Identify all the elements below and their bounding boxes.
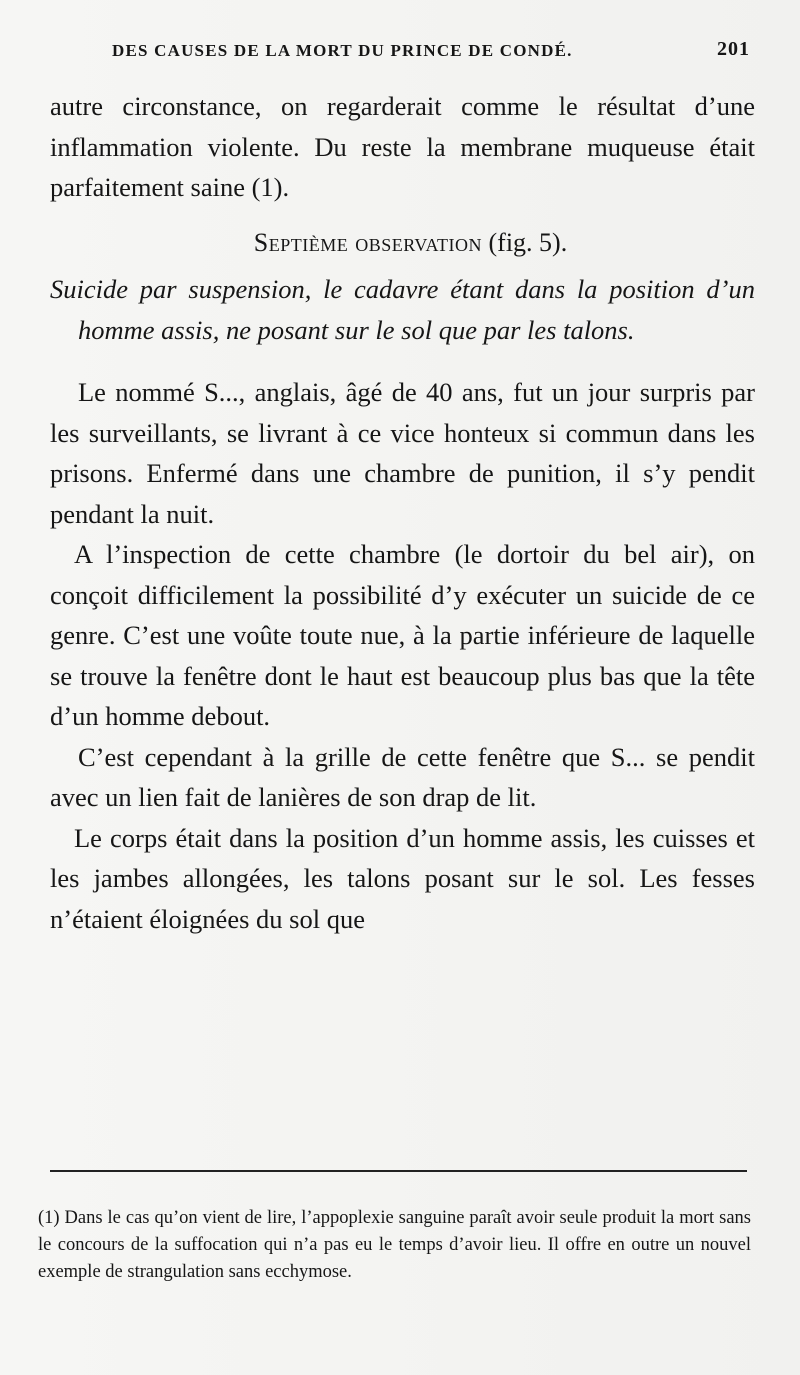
observation-subtitle: Suicide par suspension, le cadavre étant dans la position d’un homme assis, ne posant sur le sol que par les talons.	[50, 274, 755, 345]
observation-heading	[50, 223, 755, 264]
paragraph: Le corps était dans la position d’un homme assis, les cuisses et les jambes allongées, les talons posant sur le sol. Les fesses n’étaient éloignées du sol que	[50, 822, 755, 934]
observation-heading-text: Septième observation	[253, 227, 482, 257]
footnote	[38, 1205, 751, 1286]
paragraph: C’est cependant à la grille de cette fenêtre que S... se pendit avec un lien fait de lanières de son drap de lit.	[50, 741, 755, 812]
paragraph: Le nommé S..., anglais, âgé de 40 ans, fut un jour surpris par les surveillants, se livrant à ce vice honteux si commun dans les prisons. Enfermé dans une chambre de punition, il s’y pendit pendant la nuit.	[50, 377, 755, 529]
spacer	[50, 350, 755, 372]
paragraph: A l’inspection de cette chambre (le dortoir du bel air), on conçoit difficilement la possibilité d’y exécuter un suicide de ce genre. C’est une voûte toute nue, à la partie inférieure de laquelle se trouve la fenêtre dont le haut est beaucoup plus bas que la tête d’un homme debout.	[50, 539, 755, 731]
running-title: DES CAUSES DE LA MORT DU PRINCE DE CONDÉ.	[112, 41, 573, 60]
footnote-text: (1) Dans le cas qu’on vient de lire, l’appoplexie sanguine paraît avoir seule produit la mort sans le concours de la suffocation qui n’a pas eu le temps d’avoir lieu. Il offre en outre un nouvel exemple de strangulation sans ecchymose.	[38, 1208, 751, 1282]
footnote-rule	[50, 1170, 747, 1172]
continued-paragraph: autre circonstance, on regarderait comme le résultat d’une inflammation violente. Du reste la membrane muqueuse était parfaitement saine (1).	[50, 91, 755, 202]
page-number: 201	[717, 38, 750, 60]
observation-figure-ref: (fig. 5).	[488, 227, 568, 257]
main-text	[50, 86, 755, 939]
